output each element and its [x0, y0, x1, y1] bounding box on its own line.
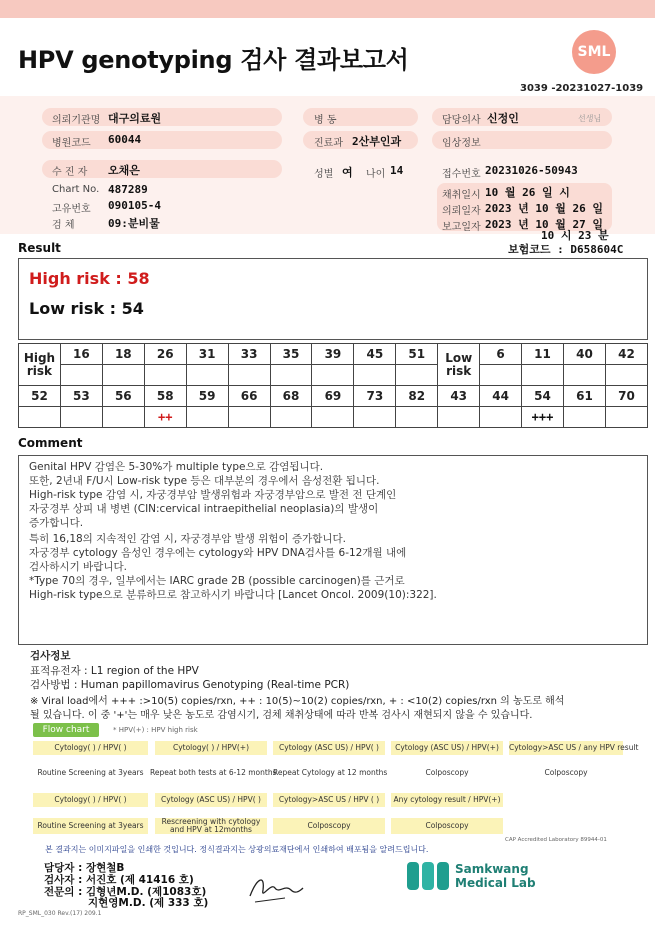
high-risk-summary: High risk : 58	[29, 269, 150, 288]
flow-box: Cytology (ASC US) / HPV( )	[155, 793, 267, 807]
header-band	[0, 0, 655, 18]
flow-box: Cytology( ) / HPV( )	[33, 741, 148, 755]
comment-line: 자궁경부 상피 내 병변 (CIN:cervical intraepithelial neoplasia)의 발생이	[29, 503, 379, 515]
dept-label: 진료과	[314, 138, 343, 149]
staff-person: 담당자 : 장현철B	[44, 862, 125, 874]
chart-value: 487289	[108, 183, 148, 196]
staff-examiner: 검사자 : 서진호 (제 41416 호)	[44, 874, 194, 886]
genotype-row-types-2	[19, 386, 648, 407]
report-date-value: 2023 년 10 월 27 일	[485, 218, 603, 231]
sex-label: 성별	[314, 169, 334, 180]
flow-box: Cytology (ASC US) / HPV(+)	[391, 741, 503, 755]
mark-cell	[563, 365, 605, 386]
mark-cell	[186, 407, 228, 428]
flow-box: Cytology( ) / HPV(+)	[155, 741, 267, 755]
mark-cell	[270, 365, 312, 386]
genotype-cell: 53	[60, 386, 102, 407]
mark-cell	[438, 407, 480, 428]
signature-image	[245, 868, 305, 908]
chart-label: Chart No.	[52, 184, 100, 195]
genotype-cell: 54	[522, 386, 564, 407]
dept-value: 2산부인과	[352, 135, 402, 148]
comment-line: High-risk type으로 분류하므로 참고하시기 바랍니다 [Lancet Oncol. 2009(10):322].	[29, 589, 437, 601]
flow-box: Cytology (ASC US) / HPV( )	[273, 741, 385, 755]
genotype-cell: 39	[312, 344, 354, 365]
mark-cell	[605, 365, 647, 386]
genotype-cell: 6	[480, 344, 522, 365]
mark-cell	[354, 365, 396, 386]
sex-value: 여	[342, 166, 353, 179]
genotype-cell: 44	[480, 386, 522, 407]
genotype-cell: 70	[605, 386, 647, 407]
mark-cell	[312, 407, 354, 428]
flow-result: Repeat both tests at 6-12 months	[150, 768, 277, 777]
doctor-label: 담당의사	[442, 115, 481, 126]
receipt-label: 접수번호	[442, 169, 481, 180]
print-notice: 본 결과지는 이미지파일을 인쇄한 것입니다. 정식결과지는 상광의료재단에서 인쇄하여 배포됨을 알려드립니다.	[45, 845, 429, 854]
comment-heading: Comment	[18, 436, 83, 450]
comment-line: 자궁경부 cytology 음성인 경우에는 cytology와 HPV DNA검사를 6-12개월 내에	[29, 547, 407, 559]
mark-cell	[19, 407, 61, 428]
specimen-value: 09:분비물	[108, 217, 160, 230]
patient-value: 오채은	[108, 164, 140, 177]
request-label: 의뢰일자	[442, 206, 481, 217]
flow-chart-tag: Flow chart	[33, 723, 99, 737]
mark-cell	[102, 365, 144, 386]
genotype-row-marks-2	[19, 407, 648, 428]
doctor-suffix: 선생님	[578, 114, 602, 123]
patient-label: 수 진 자	[52, 167, 88, 178]
specimen-label: 검 체	[52, 220, 75, 231]
genotype-table	[18, 343, 648, 428]
genotype-row-types	[19, 344, 648, 365]
collect-value: 10 월 26 일 시	[485, 186, 570, 199]
comment-box	[18, 455, 648, 645]
mark-cell	[563, 407, 605, 428]
receipt-value: 20231026-50943	[485, 164, 578, 177]
genotype-cell: 52	[19, 386, 61, 407]
mark-cell	[228, 407, 270, 428]
institution-value: 대구의료원	[108, 112, 162, 125]
genotype-cell: 73	[354, 386, 396, 407]
mark-cell	[354, 407, 396, 428]
comment-line: 증가합니다.	[29, 517, 84, 529]
genotype-cell: 58	[144, 386, 186, 407]
clinical-label: 임상정보	[442, 138, 481, 149]
mark-cell	[480, 407, 522, 428]
mark-cell	[186, 365, 228, 386]
report-number: 3039 -20231027-1039	[520, 83, 644, 94]
genotype-cell: 40	[563, 344, 605, 365]
genotype-cell: 43	[438, 386, 480, 407]
flow-box: Cytology( ) / HPV( )	[33, 793, 148, 807]
form-number: RP_SML_030 Rev.(17) 209.1	[18, 910, 102, 917]
genotype-cell: 45	[354, 344, 396, 365]
report-title: HPV genotyping 검사 결과보고서	[18, 46, 409, 74]
viral-load-note-2: 될 있습니다. 이 중 '+'는 매우 낮은 농도로 감염시기, 검체 채취상태에 따라 반복 검사시 재현되지 않을 수 있습니다.	[30, 710, 533, 721]
exam-info-heading: 검사정보	[30, 650, 71, 662]
genotype-cell: 16	[60, 344, 102, 365]
report-time-value: 10 시 23 분	[541, 229, 609, 242]
mark-cell	[396, 407, 438, 428]
mark-cell	[396, 365, 438, 386]
mark-cell	[102, 407, 144, 428]
genotype-cell: 82	[396, 386, 438, 407]
hospital-code-value: 60044	[108, 133, 142, 146]
ward-label: 병 동	[314, 115, 337, 126]
doctor-value: 신정인	[487, 112, 519, 125]
flow-box: Cytology>ASC US / any HPV result	[509, 741, 623, 755]
report-date-label: 보고일자	[442, 222, 481, 233]
viral-load-mark-58: ++	[144, 407, 186, 428]
staff-specialist-2: 지현영M.D. (제 333 호)	[88, 897, 209, 909]
unique-value: 090105-4	[108, 199, 161, 212]
genotype-cell: 69	[312, 386, 354, 407]
flow-result: Rescreening with cytology and HPV at 12months	[155, 818, 267, 834]
insurance-code: 보험코드 : D658604C	[508, 243, 624, 256]
flow-result: Routine Screening at 3years	[33, 818, 148, 834]
result-heading: Result	[18, 241, 61, 255]
genotype-cell: 66	[228, 386, 270, 407]
genotype-cell: 31	[186, 344, 228, 365]
genotype-cell: 56	[102, 386, 144, 407]
age-label: 나이	[366, 169, 386, 180]
genotype-cell: 26	[144, 344, 186, 365]
hospital-code-label: 병원코드	[52, 138, 91, 149]
comment-line: High-risk type 감염 시, 자궁경부암 발생위험과 자궁경부암으로 발전 전 단계인	[29, 489, 397, 501]
flow-box: Any cytology result / HPV(+)	[391, 793, 503, 807]
comment-line: Genital HPV 감염은 5-30%가 multiple type으로 감염됩니다.	[29, 461, 324, 473]
low-risk-summary: Low risk : 54	[29, 299, 144, 318]
cap-accreditation: CAP Accredited Laboratory 89944-01	[505, 837, 607, 843]
genotype-cell: 42	[605, 344, 647, 365]
sml-logo: SML	[572, 30, 616, 74]
genotype-cell: 35	[270, 344, 312, 365]
comment-line: 검사하시기 바랍니다.	[29, 561, 127, 573]
high-risk-label: High risk	[19, 344, 61, 386]
comment-line: 특히 16,18의 지속적인 감염 시, 자궁경부암 발생 위험이 증가합니다.	[29, 533, 347, 545]
mark-cell	[522, 365, 564, 386]
collect-label: 채취일시	[442, 190, 481, 201]
mark-cell	[144, 365, 186, 386]
mark-cell	[60, 407, 102, 428]
flow-result: Repeat Cytology at 12 months	[273, 768, 388, 777]
genotype-cell: 61	[563, 386, 605, 407]
comment-line: *Type 70의 경우, 일부에서는 IARC grade 2B (possible carcinogen)를 근거로	[29, 575, 405, 587]
genotype-cell: 18	[102, 344, 144, 365]
genotype-cell: 33	[228, 344, 270, 365]
age-value: 14	[390, 164, 404, 177]
target-gene: 표적유전자 : L1 region of the HPV	[30, 665, 199, 677]
sml-lab-logo-icon	[405, 856, 453, 896]
flow-result: Colposcopy	[391, 818, 503, 834]
mark-cell	[312, 365, 354, 386]
genotype-cell: 11	[522, 344, 564, 365]
viral-load-note: ※ Viral load에서 +++ :>10(5) copies/rxn, ++ : 10(5)~10(2) copies/rxn, + : <10(2) copies/rxn 의 농도로 해석	[30, 696, 565, 707]
flow-box: Cytology>ASC US / HPV ( )	[273, 793, 385, 807]
flow-result: Colposcopy	[425, 768, 469, 777]
mark-cell	[480, 365, 522, 386]
viral-load-mark-54: +++	[522, 407, 564, 428]
institution-label: 의뢰기관명	[52, 115, 101, 126]
flow-result: Colposcopy	[544, 768, 588, 777]
genotype-cell: 59	[186, 386, 228, 407]
lab-name: Samkwang	[455, 862, 529, 876]
genotype-cell: 68	[270, 386, 312, 407]
risk-summary-box	[18, 258, 648, 340]
mark-cell	[60, 365, 102, 386]
mark-cell	[605, 407, 647, 428]
flow-result: Routine Screening at 3years	[37, 768, 144, 777]
mark-cell	[270, 407, 312, 428]
genotype-cell: 51	[396, 344, 438, 365]
unique-label: 고유번호	[52, 204, 91, 215]
exam-method: 검사방법 : Human papillomavirus Genotyping (Real-time PCR)	[30, 679, 350, 691]
genotype-row-marks	[19, 365, 648, 386]
low-risk-label: Low risk	[438, 344, 480, 386]
staff-specialist: 전문의 : 김형년M.D. (제1083호)	[44, 886, 207, 898]
flow-result: Colposcopy	[273, 818, 385, 834]
lab-name-2: Medical Lab	[455, 876, 536, 890]
request-value: 2023 년 10 월 26 일	[485, 202, 603, 215]
mark-cell	[228, 365, 270, 386]
flow-legend: * HPV(+) : HPV high risk	[113, 726, 198, 734]
comment-line: 또한, 2년내 F/U시 Low-risk type 등은 대부분의 경우에서 음성전환 됩니다.	[29, 475, 380, 487]
